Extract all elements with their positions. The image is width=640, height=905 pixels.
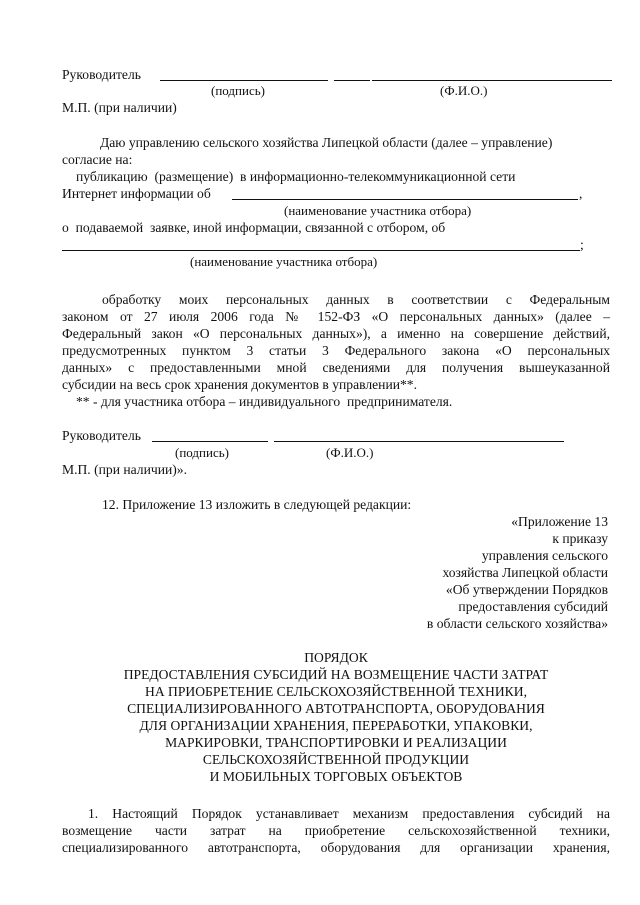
signature-line-1b <box>334 80 370 81</box>
participant-caption-2: (наименование участника отбора) <box>190 254 378 269</box>
processing-line-4: предусмотренных пунктом 3 статьи 3 Федерального закона «О персональных <box>62 343 610 358</box>
appendix-line-6: предоставления субсидий <box>458 599 608 614</box>
para1-line-1: 1. Настоящий Порядок устанавливает механизм предоставления субсидий на <box>88 806 610 821</box>
appendix-line-4: хозяйства Липецкой области <box>442 565 608 580</box>
processing-line-3: Федеральный закон «О персональных данных»), а именно на совершение действий, <box>62 326 610 341</box>
publication-comma: , <box>579 186 583 201</box>
title-line-4: СПЕЦИАЛИЗИРОВАННОГО АВТОТРАНСПОРТА, ОБОРУДОВАНИЯ <box>127 701 545 716</box>
consent-intro-2: согласие на: <box>62 152 133 167</box>
title-line-1: ПОРЯДОК <box>304 650 368 665</box>
title-line-6: МАРКИРОВКИ, ТРАНСПОРТИРОВКИ И РЕАЛИЗАЦИИ <box>165 735 507 750</box>
participant-caption-1: (наименование участника отбора) <box>284 203 472 218</box>
appendix-line-7: в области сельского хозяйства» <box>426 616 608 631</box>
title-line-5: ДЛЯ ОРГАНИЗАЦИИ ХРАНЕНИЯ, ПЕРЕРАБОТКИ, УПАКОВКИ, <box>139 718 533 733</box>
fio-line-1 <box>372 80 612 81</box>
appendix-line-3: управления сельского <box>481 548 608 563</box>
appendix-line-1: «Приложение 13 <box>511 514 608 529</box>
title-line-2: ПРЕДОСТАВЛЕНИЯ СУБСИДИЙ НА ВОЗМЕЩЕНИЕ ЧАСТИ ЗАТРАТ <box>123 667 549 682</box>
podpis-caption-2: (подпись) <box>175 445 229 460</box>
fio-line-2 <box>274 441 564 442</box>
para1-line-3: специализированного автотранспорта, оборудования для организации хранения, <box>62 840 610 855</box>
podpis-caption-1: (подпись) <box>211 83 265 98</box>
publication-line-1: публикацию (размещение) в информационно-телекоммуникационной сети <box>76 169 516 184</box>
signature-line-1 <box>160 80 328 81</box>
signature-line-2 <box>152 441 268 442</box>
footnote: ** - для участника отбора – индивидуального предпринимателя. <box>76 394 453 409</box>
title-line-8: И МОБИЛЬНЫХ ТОРГОВЫХ ОБЪЕКТОВ <box>209 769 463 784</box>
appendix-line-2: к приказу <box>552 531 608 546</box>
stamp-note-2: М.П. (при наличии)». <box>62 462 187 477</box>
appendix-line-5: «Об утверждении Порядков <box>445 582 608 597</box>
head-label-1: Руководитель <box>62 67 141 82</box>
processing-line-6: субсидии на весь срок хранения документов в управлении**. <box>62 377 417 392</box>
para1-line-2: возмещение части затрат на приобретение сельскохозяйственной техники, <box>62 823 610 838</box>
stamp-note-1: М.П. (при наличии) <box>62 100 177 115</box>
processing-line-5: данных» с предоставленными мной сведениями для получения вышеуказанной <box>62 360 610 375</box>
processing-line-1: обработку моих персональных данных в соответствии с Федеральным <box>102 292 610 307</box>
participant-name-line-1 <box>232 199 578 200</box>
consent-intro-1: Даю управлению сельского хозяйства Липецкой области (далее – управление) <box>100 135 553 150</box>
participant-name-line-2 <box>62 250 580 251</box>
application-semicolon: ; <box>580 237 584 252</box>
processing-line-2: законом от 27 июля 2006 года № 152-ФЗ «О персональных данных» (далее – <box>62 309 610 324</box>
title-line-7: СЕЛЬСКОХОЗЯЙСТВЕННОЙ ПРОДУКЦИИ <box>202 752 470 767</box>
fio-caption-1: (Ф.И.О.) <box>440 83 488 98</box>
head-label-2: Руководитель <box>62 428 141 443</box>
publication-line-2: Интернет информации об <box>62 186 211 201</box>
item-12: 12. Приложение 13 изложить в следующей редакции: <box>102 497 412 512</box>
fio-caption-2: (Ф.И.О.) <box>326 445 374 460</box>
title-line-3: НА ПРИОБРЕТЕНИЕ СЕЛЬСКОХОЗЯЙСТВЕННОЙ ТЕХНИКИ, <box>145 684 527 699</box>
application-info-line: о подаваемой заявке, иной информации, связанной с отбором, об <box>62 220 446 235</box>
